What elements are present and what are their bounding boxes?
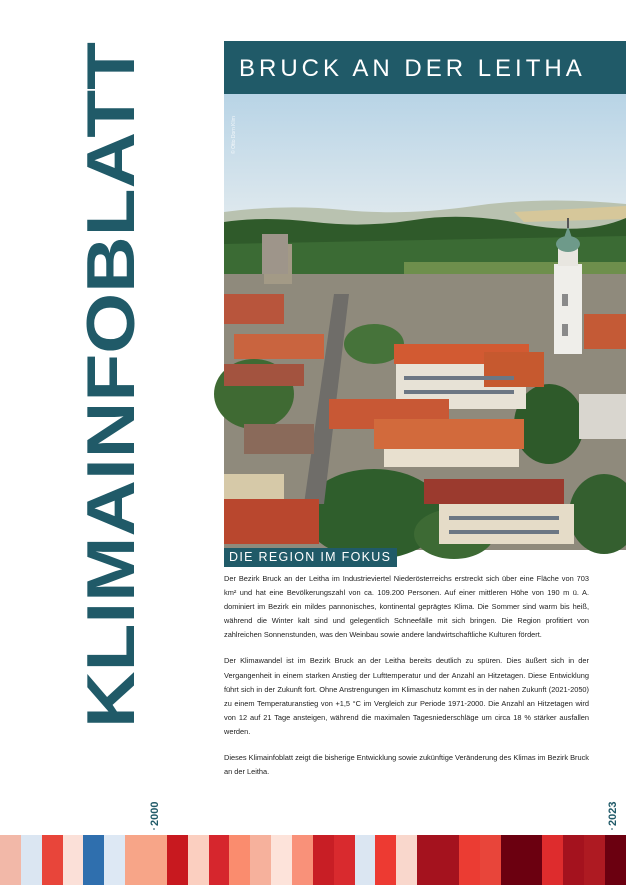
- warming-stripe: [542, 835, 563, 885]
- photo-credit-text: © Otto Dorn Klim: [231, 116, 237, 154]
- warming-stripe: [83, 835, 104, 885]
- year-end-marker: [605, 780, 619, 830]
- warming-stripe: [104, 835, 125, 885]
- paragraph-1: Der Bezirk Bruck an der Leitha im Industrieviertel Niederösterreichs erstreckt sich über eine Fläche von 703 km² und hat eine Bevölkerungszahl von ca. 109.200 Personen. Auf einer mittleren Höhe von 190 m ü. A. dominiert im Bezirk ein mildes pannonisches, kontinental geprägtes Klima. Die Sommer sind warm bis heiß, während die Winter kalt sind und gelegentlich Schneefälle mit sich bringen. Die Region profitiert von zahlreichen Sonnenstunden, was den Weinbau sowie andere landwirtschaftliche Kulturen fördert.: [224, 574, 589, 640]
- warming-stripe: [521, 835, 542, 885]
- warming-stripe: [334, 835, 355, 885]
- warming-stripe: [355, 835, 376, 885]
- warming-stripe: [63, 835, 84, 885]
- year-start-label: 2000: [149, 801, 161, 826]
- photo-credit: [225, 96, 239, 156]
- warming-stripe: [459, 835, 480, 885]
- warming-stripe: [438, 835, 459, 885]
- warming-stripe: [396, 835, 417, 885]
- warming-stripe: [563, 835, 584, 885]
- warming-stripe: [250, 835, 271, 885]
- warming-stripe: [271, 835, 292, 885]
- paragraph-2: Der Klimawandel ist im Bezirk Bruck an der Leitha bereits deutlich zu spüren. Dies äußert sich in der Vergangenheit in einem starken Anstieg der Lufttemperatur und der Anzahl an Hitzetagen. Diese Entwicklung führt sich in der Zukunft fort. Ohne Anstrengungen im Klimaschutz kommt es in der nahen Zukunft (2021-2050) zu einem Temperaturanstieg von +1,5 °C im Vergleich zur Periode 1971-2000. Die Anzahl an Hitzetagen wird von 12 auf 21 Tage ansteigen, während die maximalen Tagesniederschläge um circa 18 % stärker ausfallen werden.: [224, 656, 589, 736]
- warming-stripe: [146, 835, 167, 885]
- warming-stripe: [0, 835, 21, 885]
- warming-stripe: [605, 835, 626, 885]
- warming-stripe: [417, 835, 438, 885]
- section-heading: DIE REGION IM FOKUS: [224, 548, 397, 567]
- warming-stripe: [188, 835, 209, 885]
- paragraph-3: Dieses Klimainfoblatt zeigt die bisherige Entwicklung sowie zukünftige Veränderung des Klimas im Bezirk Bruck an der Leitha.: [224, 753, 589, 777]
- body-text: [224, 572, 589, 791]
- town-aerial-photo: [224, 94, 626, 550]
- year-end-label: 2023: [607, 801, 619, 826]
- warming-stripe: [229, 835, 250, 885]
- vertical-document-title: [73, 40, 149, 730]
- warming-stripe: [125, 835, 146, 885]
- region-header-band: [224, 41, 626, 94]
- warming-stripes: [0, 835, 626, 885]
- warming-stripe: [313, 835, 334, 885]
- warming-stripe: [167, 835, 188, 885]
- warming-stripe: [42, 835, 63, 885]
- warming-stripe: [480, 835, 501, 885]
- warming-stripe: [375, 835, 396, 885]
- warming-stripe: [292, 835, 313, 885]
- region-title: BRUCK AN DER LEITHA: [239, 55, 586, 82]
- warming-stripe: [501, 835, 522, 885]
- warming-stripe: [584, 835, 605, 885]
- warming-stripe: [21, 835, 42, 885]
- warming-stripe: [209, 835, 230, 885]
- vertical-title-text: KLIMAINFOBLATT: [73, 132, 149, 728]
- year-start-marker: [147, 780, 161, 830]
